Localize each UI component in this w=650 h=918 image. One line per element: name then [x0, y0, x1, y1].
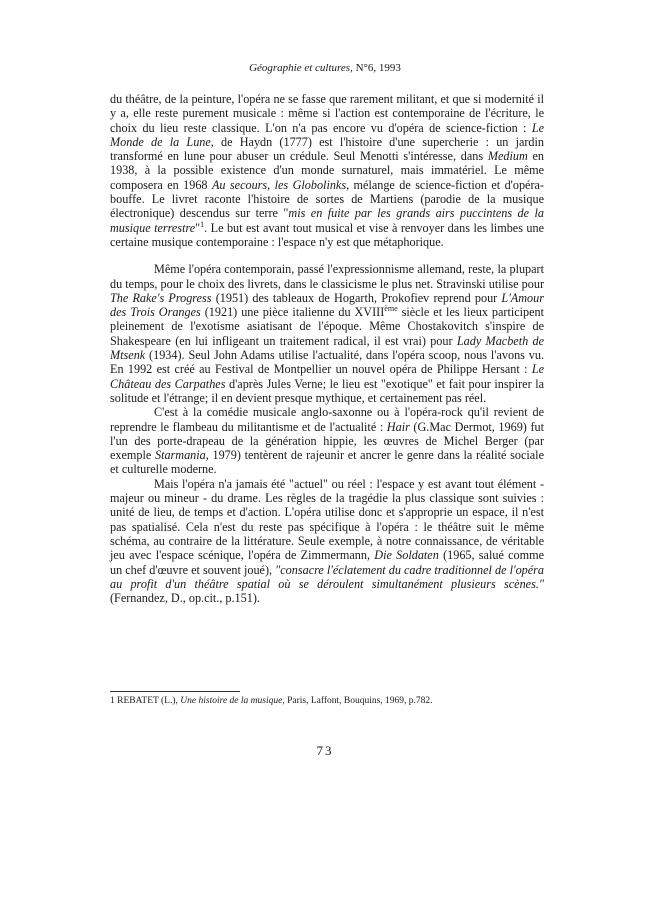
paragraph-4: Mais l'opéra n'a jamais été "actuel" ou réel : l'espace y est avant tout élément - majeur ou mineur - du drame. Les règles de la tragédie la plus classique sont suivies : unité de lieu, de temps et d'action. L'opéra utilise donc et s'approprie un espace, il n'est pas spatialisé. Cela n'est du reste pas spécifique à l'opéra : le théâtre suit le même schéma, au contraire de la littérature. Seule exemple, à notre connaissance, de véritable jeu avec l'espace scénique, l'opéra de Zimmermann, Die Soldaten (1965, salué comme un chef d'œuvre et souvent joué), "consacre l'éclatement du cadre traditionnel de l'opéra au profit d'un théâtre spatial où se déroulent simultanément plusieurs scènes." (Fernandez, D., op.cit., p.151).: [110, 476, 545, 606]
paragraph-2: Même l'opéra contemporain, passé l'expressionnisme allemand, reste, la plupart du temps, pour le choix des livrets, dans le classicisme le plus net. Stravinski utilise pour The Rake's Progress (1951) des tableaux de Hogarth, Prokofiev reprend pour L'Amour des Trois Oranges (1921) une pièce italienne du XVIIIème siècle et les lieux participent pleinement de l'exotisme asiatisant de l'époque. Même Chostakovitch s'inspire de Shakespeare (en lui infligeant un traitement radical, il est vrai) pour Lady Macbeth de Mtsenk (1934). Seul John Adams utilise l'actualité, dans l'opéra scoop, nous l'avons vu. En 1992 est créé au Festival de Montpellier un nouvel opéra de Philippe Hersant : Le Château des Carpathes d'après Jules Verne; le lieu est "exotique" et fait pour inspirer la solitude et l'étrange; il en devient presque mythique, et certainement pas réel.: [110, 262, 545, 405]
footnote-book-title: Une histoire de la musique: [180, 696, 283, 706]
footnote: 1 REBATET (L.), Une histoire de la musique, Paris, Laffont, Bouquins, 1969, p.782.: [110, 696, 433, 706]
paragraph-1: du théâtre, de la peinture, l'opéra ne se fasse que rarement militant, et que si modernité il y a, elle reste purement musicale : même si l'action est contemporaine de l'écriture, le choix du lieu reste classique. L'on n'a pas encore vu d'opéra de science-fiction : Le Monde de la Lune, de Haydn (1777) est l'histoire d'une supercherie : un jardin transformé en lune pour abuser un crédule. Seul Menotti s'intéresse, dans Medium en 1938, à la possible existence d'un monde surnaturel, mais immatériel. Le même composera en 1968 Au secours, les Globolinks, mélange de science-fiction et d'opéra-bouffe. Le livret raconte l'histoire de sortes de Martiens (parodie de la musique électronique) descendus sur terre "mis en fuite par les grands airs puccintens de la musique terrestre"$^1$. Le but est avant tout musical et vise à renvoyer dans les limbes une certaine musique contemporaine : l'espace n'y est que métaphorique.: [110, 92, 545, 249]
footnote-marker: 1: [110, 696, 115, 706]
page-number: 73: [316, 743, 334, 758]
footnote-ref[interactable]: 1: [200, 219, 205, 229]
paragraph-3: C'est à la comédie musicale anglo-saxonne ou à l'opéra-rock qu'il revient de reprendre le flambeau du militantisme et de l'actualité : Hair (G.Mac Dermot, 1969) fut l'un des porte-drapeau de la génération hippie, les œuvres de Michel Berger (par exemple Starmania, 1979) tentèrent de rajeunir et ancrer le genre dans la réalité sociale et culturelle moderne.: [110, 405, 544, 477]
footnote-divider: [110, 691, 240, 692]
journal-title: Géographie et cultures,: [249, 62, 353, 74]
article-body: [110, 92, 544, 605]
running-header: [0, 62, 650, 74]
issue-number: N°6, 1993: [355, 62, 401, 74]
